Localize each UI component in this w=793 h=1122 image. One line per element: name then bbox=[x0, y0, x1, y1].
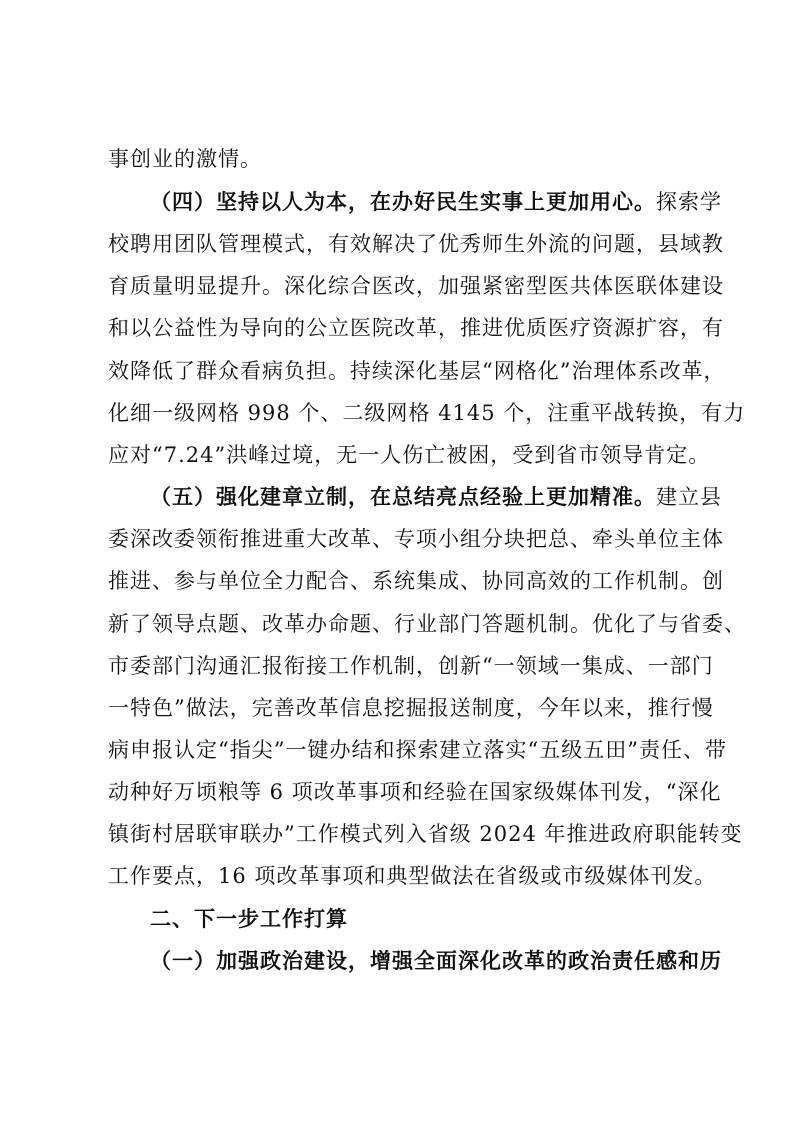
paragraph-five-heading: （五）强化建章立制，在总结亮点经验上更加精准。 bbox=[150, 484, 656, 509]
paragraph-line: 镇街村居联审联办”工作模式列入省级 2024 年推进政府职能转变 bbox=[108, 822, 743, 846]
paragraph-line: 育质量明显提升。深化综合医改，加强紧密型医共体医联体建设 bbox=[108, 274, 724, 298]
paragraph-line: 校聘用团队管理模式，有效解决了优秀师生外流的问题，县域教 bbox=[108, 232, 724, 256]
subsection-heading: （一）加强政治建设，增强全面深化改革的政治责任感和历 bbox=[150, 948, 722, 973]
paragraph-line: 应对“7.24”洪峰过境，无一人伤亡被困，受到省市领导肯定。 bbox=[108, 443, 711, 467]
paragraph-four-heading: （四）坚持以人为本，在办好民生实事上更加用心。 bbox=[150, 189, 656, 214]
paragraph-line: 一特色”做法，完善改革信息挖掘报送制度，今年以来，推行慢 bbox=[108, 696, 714, 720]
paragraph-line: 和以公益性为导向的公立医院改革，推进优质医疗资源扩容，有 bbox=[108, 316, 724, 340]
paragraph-five-lead-line: （五）强化建章立制，在总结亮点经验上更加精准。建立县 bbox=[150, 484, 722, 509]
paragraph-line: 工作要点，16 项改革事项和典型做法在省级或市级媒体刊发。 bbox=[108, 864, 717, 888]
section-heading: 二、下一步工作打算 bbox=[150, 907, 348, 931]
paragraph-line: 病申报认定“指尖”一键办结和探索建立落实“五级五田”责任、带 bbox=[108, 738, 727, 762]
paragraph-line: 新了领导点题、改革办命题、行业部门答题机制。优化了与省委、 bbox=[108, 612, 746, 636]
paragraph-line: 动种好万顷粮等 6 项改革事项和经验在国家级媒体刊发，“深化 bbox=[108, 780, 722, 804]
paragraph-line: 效降低了群众看病负担。持续深化基层“网格化”治理体系改革， bbox=[108, 359, 726, 383]
paragraph-line: 化细一级网格 998 个、二级网格 4145 个，注重平战转换，有力 bbox=[108, 401, 746, 425]
paragraph-line: 推进、参与单位全力配合、系统集成、协同高效的工作机制。创 bbox=[108, 569, 724, 593]
paragraph-four-lead-line: （四）坚持以人为本，在办好民生实事上更加用心。探索学 bbox=[150, 189, 722, 214]
paragraph-line: 委深改委领衔推进重大改革、专项小组分块把总、牵头单位主体 bbox=[108, 527, 724, 551]
paragraph-line: 市委部门沟通汇报衔接工作机制，创新“一领域一集成、一部门 bbox=[108, 654, 714, 678]
paragraph-line: 事创业的激情。 bbox=[108, 147, 262, 171]
